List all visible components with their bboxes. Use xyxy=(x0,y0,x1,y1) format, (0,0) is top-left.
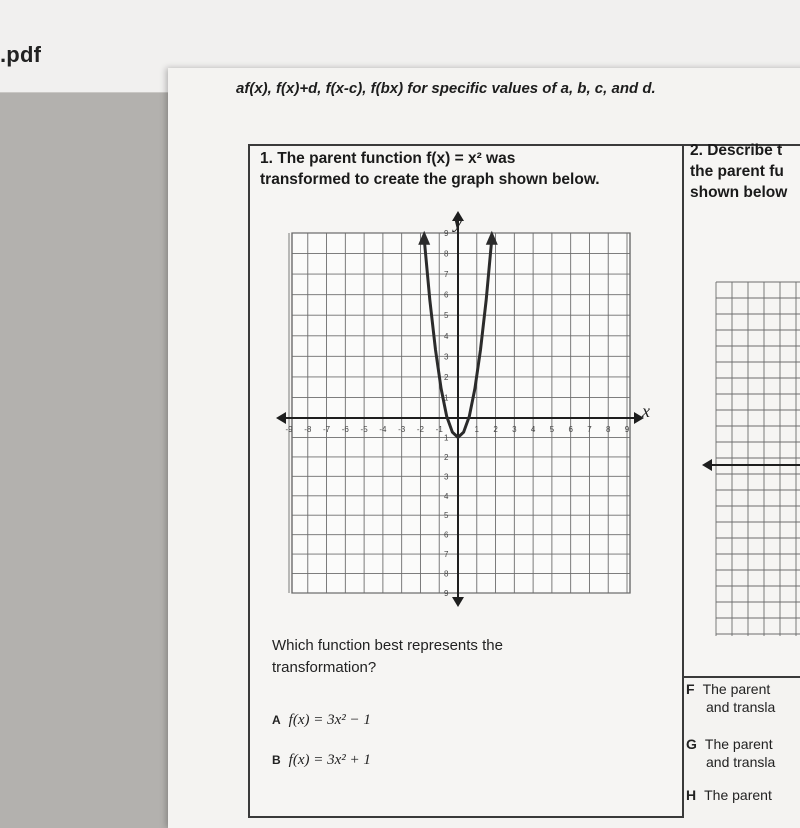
choice-b[interactable] xyxy=(272,752,371,769)
standard-description: af(x), f(x)+d, f(x-c), f(bx) for specific values of a, b, c, and d. xyxy=(236,80,656,97)
choice-g-line-2: and transla xyxy=(706,754,776,770)
choice-h[interactable] xyxy=(686,786,800,804)
choice-f-letter: F xyxy=(686,681,695,697)
y-tick-label-negative: 8 xyxy=(444,569,449,579)
choice-h-letter: H xyxy=(686,787,697,803)
x-tick-label: 1 xyxy=(474,425,480,434)
question-1-prompt xyxy=(272,635,572,679)
x-tick-label: 5 xyxy=(549,425,555,434)
y-tick-label-positive: 2 xyxy=(444,372,449,382)
y-axis-label: y xyxy=(454,212,462,232)
x-tick-label: 2 xyxy=(493,425,498,434)
choice-f-line-1: The parent xyxy=(702,681,771,697)
question-2-line-2: the parent fu xyxy=(690,163,784,180)
graph-2-x-axis-arrow-left xyxy=(702,459,712,471)
choice-h-line-1: The parent xyxy=(704,787,772,803)
x-axis-arrow-left xyxy=(276,412,286,424)
x-tick-label: 9 xyxy=(624,425,630,434)
y-tick-label-positive: 5 xyxy=(444,311,449,321)
choice-g-line-1: The parent xyxy=(704,736,773,752)
choice-b-text: f(x) = 3x² + 1 xyxy=(288,752,371,768)
choice-a[interactable] xyxy=(272,712,371,729)
x-tick-label: -6 xyxy=(341,425,349,434)
y-tick-label-positive: 3 xyxy=(444,352,449,362)
y-tick-label-negative: 7 xyxy=(444,550,449,560)
y-tick-label-positive: 8 xyxy=(444,249,449,259)
y-tick-label-positive: 4 xyxy=(444,331,449,341)
x-tick-label: -2 xyxy=(416,425,425,434)
y-tick-label-negative: 1 xyxy=(444,433,449,443)
question-1-line-1: 1. The parent function f(x) = x² was xyxy=(260,150,516,167)
y-axis-arrow-down xyxy=(452,597,464,607)
y-tick-label-negative: 6 xyxy=(444,530,449,540)
graph-1-frame xyxy=(292,233,630,593)
x-tick-label: -3 xyxy=(398,425,406,434)
question-2-line-3: shown below xyxy=(690,184,788,201)
x-tick-label: 8 xyxy=(605,425,611,434)
x-tick-label: -7 xyxy=(322,425,331,434)
y-tick-label-negative: 3 xyxy=(444,472,449,482)
choice-a-text: f(x) = 3x² − 1 xyxy=(288,712,371,728)
graph-1-grid xyxy=(289,233,630,593)
x-tick-label: 3 xyxy=(512,425,517,434)
choice-a-letter: A xyxy=(272,713,281,727)
x-tick-label: -9 xyxy=(285,425,293,434)
x-tick-label: -1 xyxy=(435,425,443,434)
x-tick-label: -5 xyxy=(360,425,368,434)
prompt-line-1: Which function best represents the xyxy=(272,637,503,654)
y-tick-label-negative: 9 xyxy=(444,589,449,598)
y-tick-label-positive: 6 xyxy=(444,290,449,300)
y-tick-label-negative: 4 xyxy=(444,491,449,501)
x-axis-label: x xyxy=(642,401,650,421)
choice-g[interactable] xyxy=(686,735,800,771)
question-1-line-2: transformed to create the graph shown below. xyxy=(260,171,600,188)
x-tick-label: 6 xyxy=(568,425,573,434)
graph-2-grid-partial xyxy=(702,282,800,636)
choice-f-line-2: and transla xyxy=(706,699,776,715)
pdf-filename: .pdf xyxy=(0,42,42,67)
prompt-line-2: transformation? xyxy=(272,659,377,676)
x-tick-label: -4 xyxy=(379,425,387,434)
y-tick-label-negative: 2 xyxy=(444,452,449,462)
choice-f[interactable] xyxy=(686,680,800,716)
y-tick-label-positive: 1 xyxy=(444,393,449,403)
y-tick-label-positive: 9 xyxy=(444,229,449,238)
y-tick-label-positive: 7 xyxy=(444,270,449,280)
choice-g-letter: G xyxy=(686,736,697,752)
y-tick-label-negative: 5 xyxy=(444,511,449,521)
x-tick-label: -8 xyxy=(304,425,312,434)
x-tick-label: 4 xyxy=(530,425,536,434)
question-2-line-1: 2. Describe t xyxy=(690,142,783,159)
choice-b-letter: B xyxy=(272,753,281,767)
x-tick-label: 7 xyxy=(587,425,592,434)
